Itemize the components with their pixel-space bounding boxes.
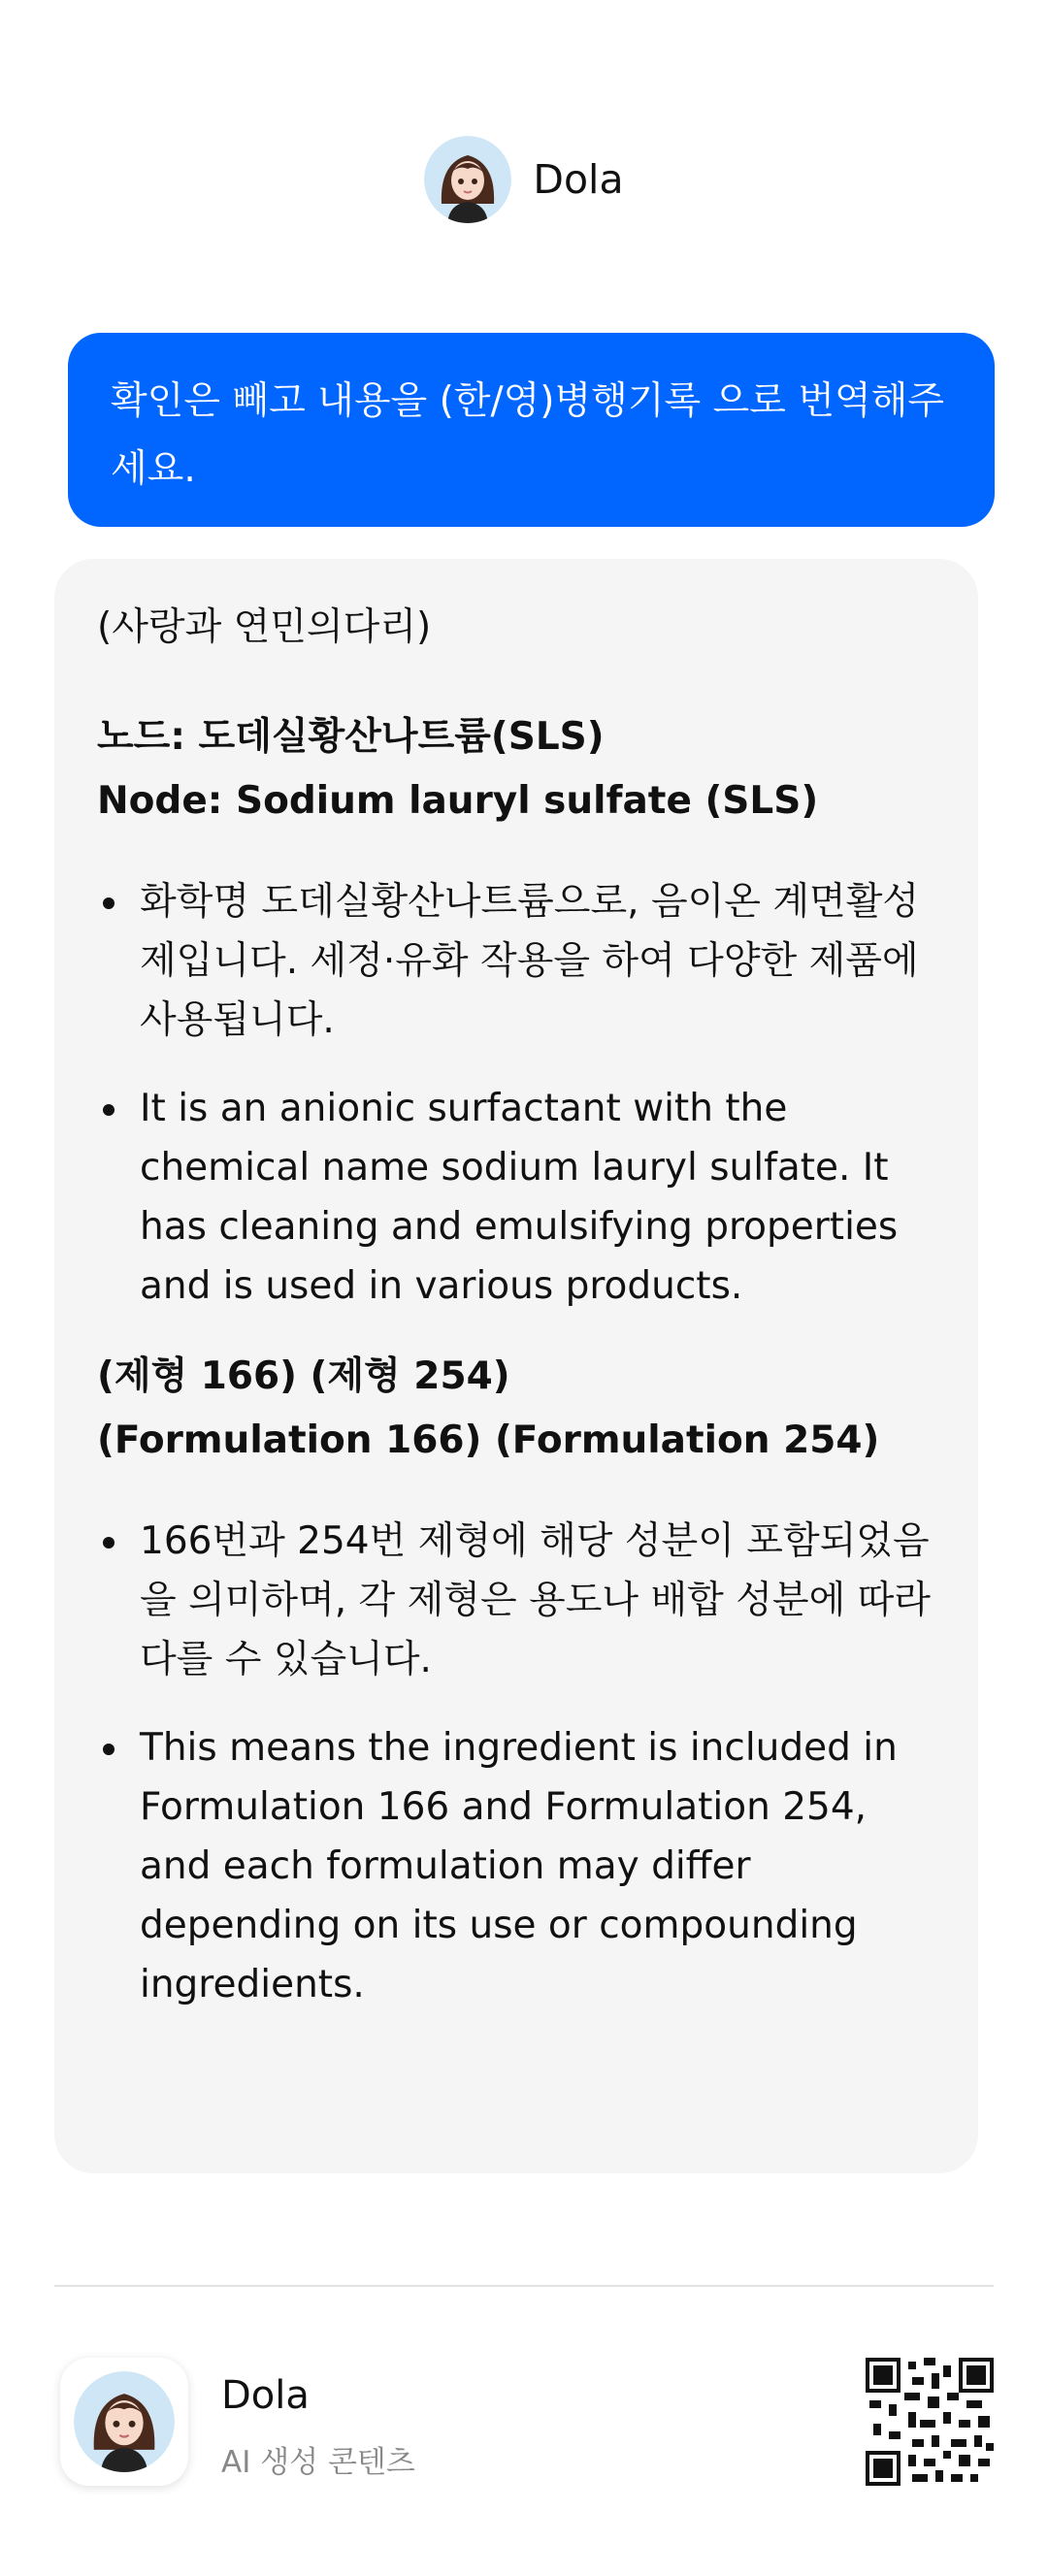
qr-code-icon[interactable] [866, 2358, 994, 2486]
bullet-list [97, 1512, 935, 2014]
section-heading-ko: (제형 166) (제형 254) [97, 1354, 510, 1398]
footer-subtitle: AI 생성 콘텐츠 [221, 2445, 415, 2480]
footer [54, 2358, 994, 2494]
header-name: Dola [533, 156, 624, 203]
divider [54, 2285, 994, 2287]
list-item: 화학명 도데실황산나트륨으로, 음이온 계면활성제입니다. 세정·유화 작용을 하여 다양한 제품에 사용됩니다. [97, 872, 935, 1050]
ai-intro-text: (사랑과 연민의다리) [97, 605, 432, 649]
avatar [74, 2371, 175, 2472]
user-message-bubble[interactable] [68, 333, 995, 527]
user-message-text: 확인은 빼고 내용을 (한/영)병행기록 으로 번역해주세요. [111, 379, 945, 491]
section-heading-en: Node: Sodium lauryl sulfate (SLS) [97, 779, 819, 823]
bullet-list [97, 872, 935, 1316]
chat-header [0, 136, 1048, 223]
list-item: 166번과 254번 제형에 해당 성분이 포함되었음을 의미하며, 각 제형은 용도나 배합 성분에 따라 다를 수 있습니다. [97, 1512, 935, 1689]
avatar[interactable] [424, 136, 511, 223]
list-item: This means the ingredient is included in Formulation 166 and Formulation 254, and each formulation may differ depending on its use or compounding ingredients. [97, 1718, 935, 2014]
list-item: It is an anionic surfactant with the chemical name sodium lauryl sulfate. It has cleaning and emulsifying properties and is used in various products. [97, 1079, 935, 1316]
footer-name: Dola [221, 2373, 310, 2418]
section-heading-en: (Formulation 166) (Formulation 254) [97, 1418, 880, 1462]
section-heading-ko: 노드: 도데실황산나트륨(SLS) [97, 715, 605, 759]
footer-avatar[interactable] [60, 2358, 188, 2486]
ai-message-bubble[interactable] [54, 559, 978, 2173]
